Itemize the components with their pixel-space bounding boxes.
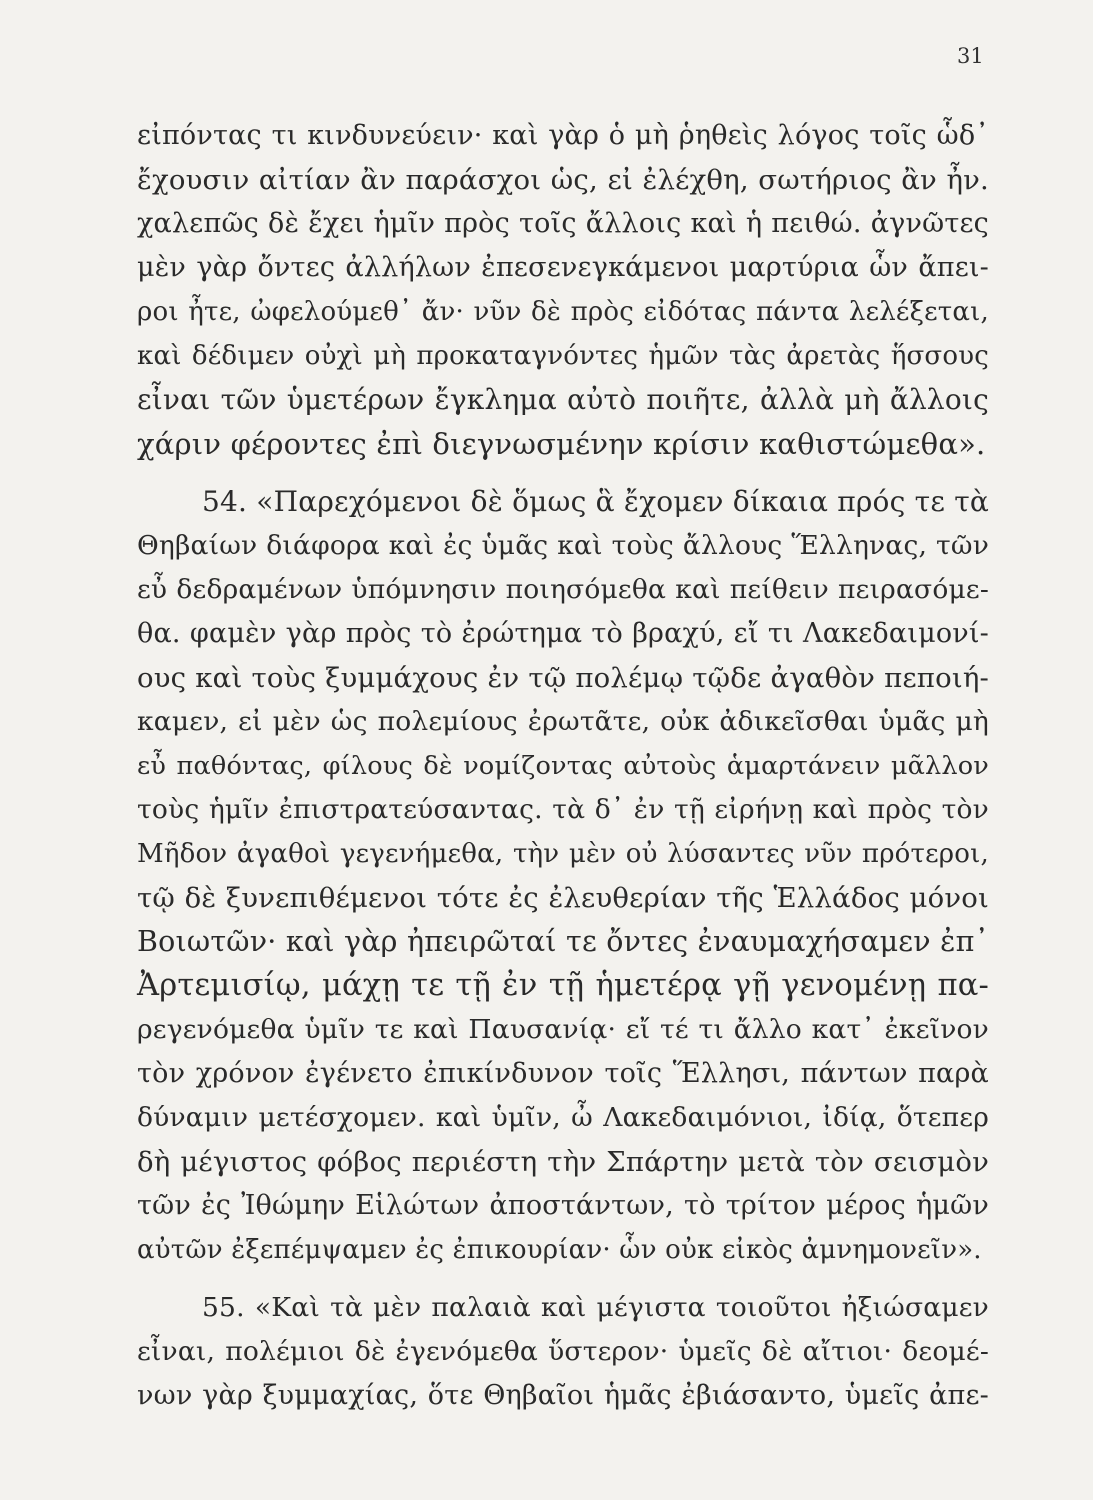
text-line: ἔχουσιν αἰτίαν ἂν παράσχοι ὡς, εἰ ἐλέχθη, σωτήριος ἂν ἦν.	[137, 164, 989, 196]
text-line: ροι ἦτε, ὠφελούμεθ᾽ ἄν· νῦν δὲ πρὸς εἰδότας πάντα λελέξεται,	[137, 297, 989, 327]
text-line: εὖ παθόντας, φίλους δὲ νομίζοντας αὐτοὺς ἁμαρτάνειν μᾶλλον	[137, 751, 989, 781]
text-line: τοὺς ἡμῖν ἐπιστρατεύσαντας. τὰ δ᾽ ἐν τῇ εἰρήνῃ καὶ πρὸς τὸν	[137, 794, 989, 825]
text-line: Μῆδον ἀγαθοὶ γεγενήμεθα, τὴν μὲν οὐ λύσαντες νῦν πρότεροι,	[137, 839, 989, 869]
section-54-first-line: 54. «Παρεχόμενοι δὲ ὅμως ἃ ἔχομεν δίκαια πρός τε τὰ	[202, 485, 989, 518]
text-line: εἶναι, πολέμιοι δὲ ἐγενόμεθα ὕστερον· ὑμεῖς δὲ αἴτιοι· δεομέ-	[137, 1336, 989, 1367]
text-line: μὲν γὰρ ὄντες ἀλλήλων ἐπεσενεγκάμενοι μαρτύρια ὧν ἄπει-	[137, 252, 989, 283]
text-line: Βοιωτῶν· καὶ γὰρ ἠπειρῶταί τε ὄντες ἐναυμαχήσαμεν ἐπ᾽	[137, 925, 989, 958]
text-line: τῷ δὲ ξυνεπιθέμενοι τότε ἐς ἐλευθερίαν τῆς Ἑλλάδος μόνοι	[137, 882, 989, 914]
text-line: εὖ δεδραμένων ὑπόμνησιν ποιησόμεθα καὶ πείθειν πειρασόμε-	[137, 574, 989, 605]
section-55-first-line: 55. «Καὶ τὰ μὲν παλαιὰ καὶ μέγιστα τοιοῦτοι ἠξιώσαμεν	[202, 1292, 989, 1323]
text-line: νων γὰρ ξυμμαχίας, ὅτε Θηβαῖοι ἡμᾶς ἐβιάσαντο, ὑμεῖς ἀπε-	[137, 1380, 989, 1411]
text-line: καὶ δέδιμεν οὐχὶ μὴ προκαταγνόντες ἡμῶν τὰς ἀρετὰς ἥσσους	[137, 341, 989, 371]
text-line: τῶν ἐς Ἰθώμην Εἱλώτων ἀποστάντων, τὸ τρίτον μέρος ἡμῶν	[137, 1190, 989, 1221]
text-line: ρεγενόμεθα ὑμῖν τε καὶ Παυσανίᾳ· εἴ τέ τι ἄλλο κατ᾽ ἐκεῖνον	[137, 1014, 989, 1045]
text-line: καμεν, εἰ μὲν ὡς πολεμίους ἐρωτᾶτε, οὐκ ἀδικεῖσθαι ὑμᾶς μὴ	[137, 706, 989, 737]
text-line: Θηβαίων διάφορα καὶ ἐς ὑμᾶς καὶ τοὺς ἄλλους Ἕλληνας, τῶν	[137, 530, 989, 561]
paragraph-end-line: χάριν φέροντες ἐπὶ διεγνωσμένην κρίσιν καθιστώμεθα».	[137, 427, 986, 461]
text-line: τὸν χρόνον ἐγένετο ἐπικίνδυνον τοῖς Ἕλλησι, πάντων παρὰ	[137, 1058, 989, 1089]
paragraph-end-line: αὐτῶν ἐξεπέμψαμεν ἐς ἐπικουρίαν· ὧν οὐκ εἰκὸς ἀμνημονεῖν».	[137, 1235, 982, 1265]
text-line: εἶναι τῶν ὑμετέρων ἔγκλημα αὐτὸ ποιῆτε, ἀλλὰ μὴ ἄλλοις	[137, 383, 989, 416]
text-line: ους καὶ τοὺς ξυμμάχους ἐν τῷ πολέμῳ τῷδε ἀγαθὸν πεποιή-	[137, 662, 989, 694]
text-line: χαλεπῶς δὲ ἔχει ἡμῖν πρὸς τοῖς ἄλλοις καὶ ἡ πειθώ. ἀγνῶτες	[137, 208, 989, 239]
text-line: θα. φαμὲν γὰρ πρὸς τὸ ἐρώτημα τὸ βραχύ, εἴ τι Λακεδαιμονί-	[137, 618, 989, 649]
text-line: εἰπόντας τι κινδυνεύειν· καὶ γὰρ ὁ μὴ ῥηθεὶς λόγος τοῖς ὧδ᾽	[137, 120, 989, 151]
page-number: 31	[957, 44, 984, 68]
text-line: Ἀρτεμισίῳ, μάχῃ τε τῇ ἐν τῇ ἡμετέρᾳ γῇ γενομένῃ πα-	[137, 968, 989, 1003]
text-line: δύναμιν μετέσχομεν. καὶ ὑμῖν, ὦ Λακεδαιμόνιοι, ἰδίᾳ, ὅτεπερ	[137, 1102, 989, 1133]
text-line: δὴ μέγιστος φόβος περιέστη τὴν Σπάρτην μετὰ τὸν σεισμὸν	[137, 1146, 989, 1178]
